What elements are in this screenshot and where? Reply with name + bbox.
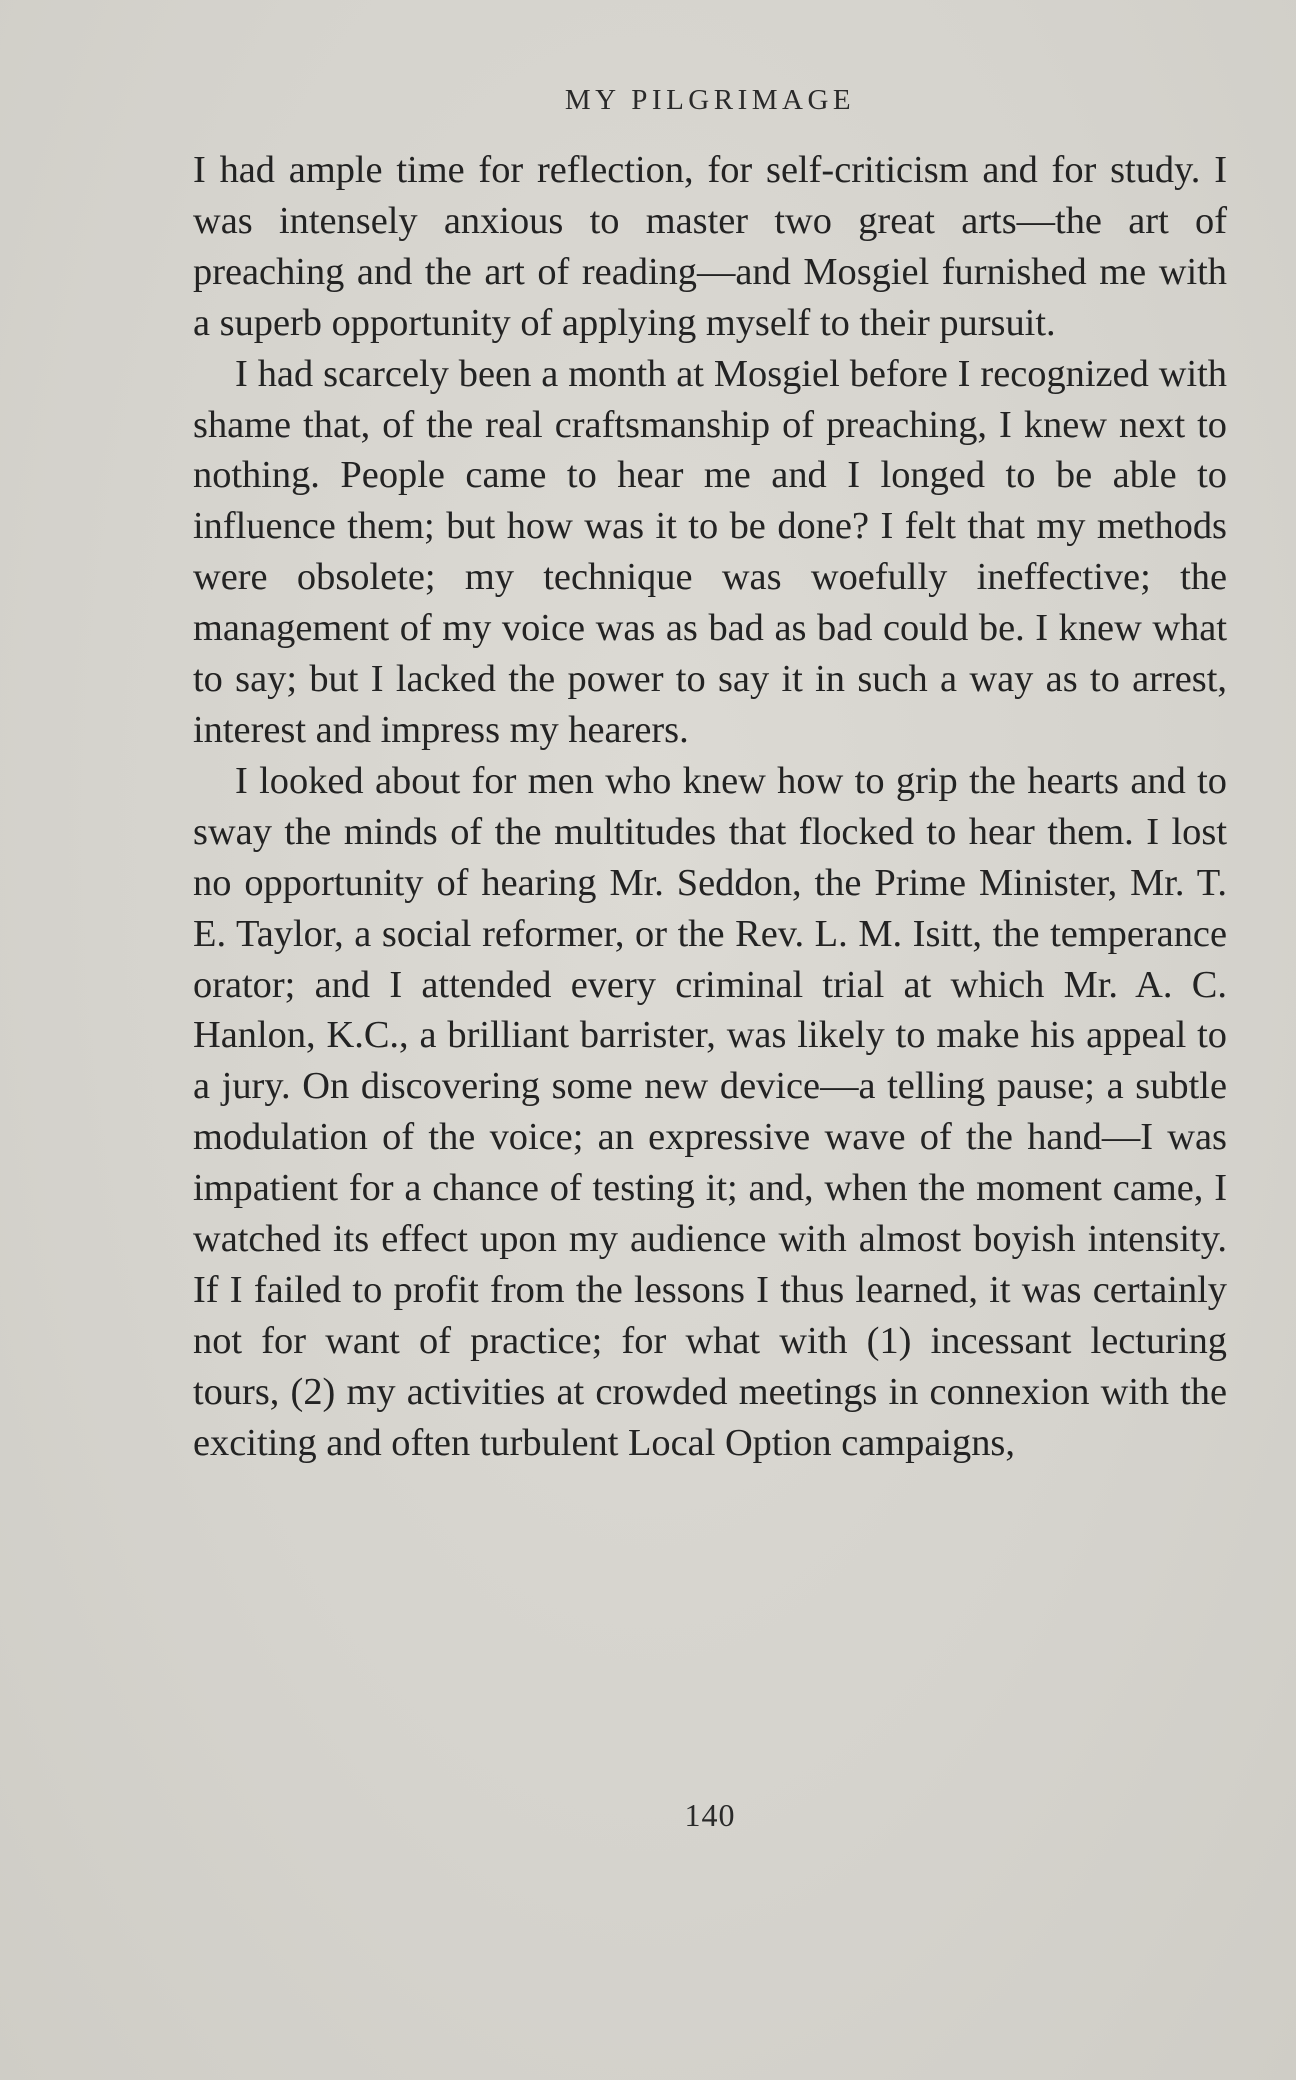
- book-page: [193, 0, 1227, 2080]
- page-number: 140: [684, 1797, 736, 1833]
- running-head: MY PILGRIMAGE: [564, 84, 856, 116]
- body-text: [193, 145, 1227, 1469]
- paragraph-1: I had ample time for reflection, for self-criticism and for study. I was intensely anxious to master two great arts—the art of preaching and the art of reading—and Mosgiel furnished me with a superb opportunity of applying myself to their pursuit.: [193, 149, 1227, 344]
- paragraph-2: I had scarcely been a month at Mosgiel before I recognized with shame that, of the real craftsmanship of preaching, I knew next to nothing. People came to hear me and I longed to be able to influence them; but how was it to be done? I felt that my methods were obsolete; my technique was woefully ineffective; the management of my voice was as bad as bad could be. I knew what to say; but I lacked the power to say it in such a way as to arrest, interest and impress my hearers.: [193, 352, 1227, 751]
- paragraph-3: I looked about for men who knew how to grip the hearts and to sway the minds of the multitudes that flocked to hear them. I lost no opportunity of hearing Mr. Seddon, the Prime Minister, Mr. T. E. Taylor, a social reformer, or the Rev. L. M. Isitt, the temperance orator; and I attended every criminal trial at which Mr. A. C. Hanlon, K.C., a brilliant barrister, was likely to make his appeal to a jury. On discovering some new device—a telling pause; a subtle modulation of the voice; an expressive wave of the hand—I was impatient for a chance of testing it; and, when the moment came, I watched its effect upon my audience with almost boyish intensity. If I failed to profit from the lessons I thus learned, it was certainly not for want of practice; for what with (1) incessant lecturing tours, (2) my activities at crowded meetings in connexion with the exciting and often turbulent Local Option campaigns,: [193, 759, 1227, 1464]
